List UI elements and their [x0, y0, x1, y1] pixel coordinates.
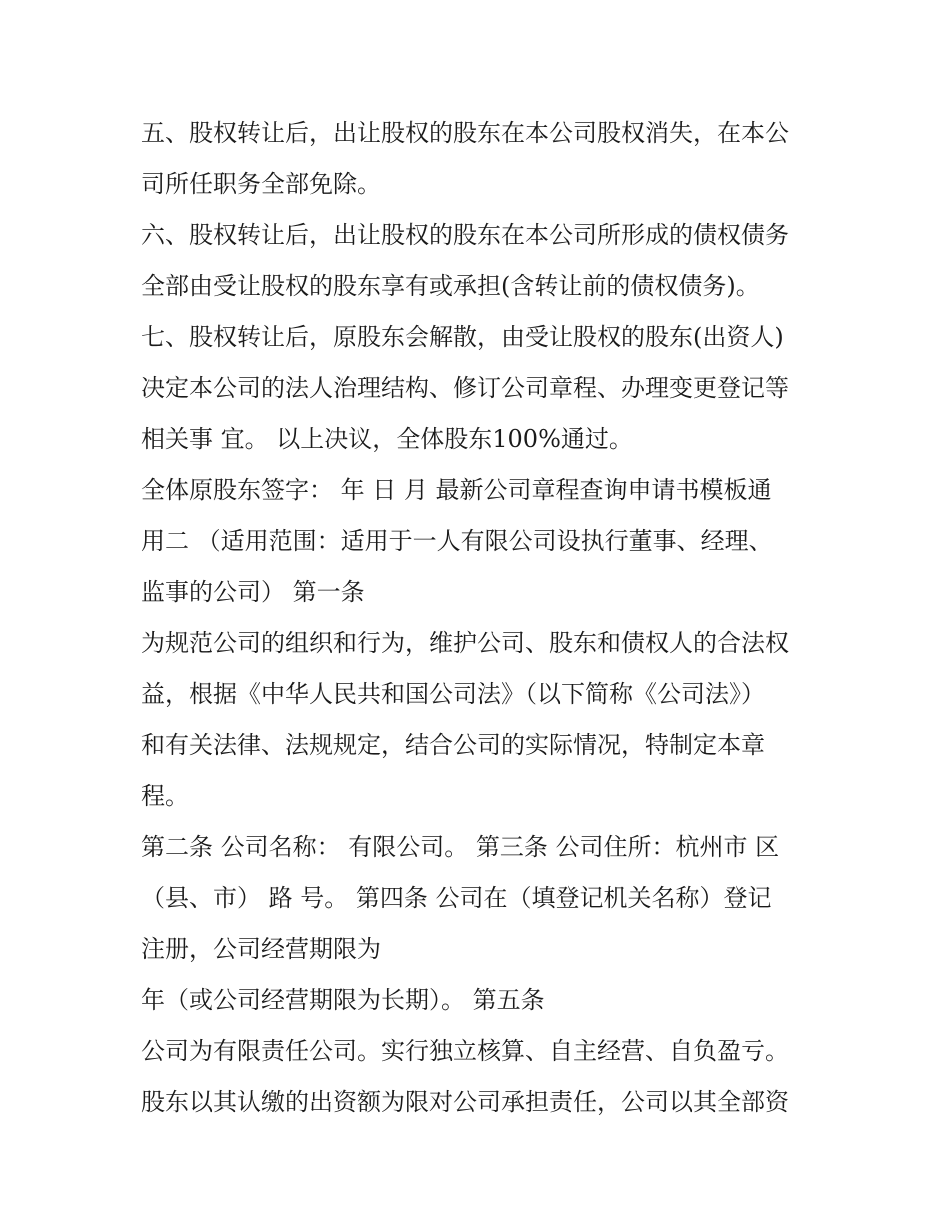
text-line: 年（或公司经营期限为长期）。 第五条 [141, 986, 545, 1014]
text-line: （县、市） 路 号。 第四条 公司在（填登记机关名称）登记 [141, 884, 772, 912]
text-line: 六、股权转让后，出让股权的股东在本公司所形成的债权债务 [141, 221, 789, 249]
text-line: 用二 （适用范围：适用于一人有限公司设执行董事、经理、 [141, 527, 773, 555]
text-line: 第二条 公司名称： 有限公司。 第三条 公司住所：杭州市 区 [141, 833, 780, 861]
text-line: 益，根据《中华人民共和国公司法》（以下简称《公司法》） [141, 680, 765, 708]
text-line: 决定本公司的法人治理结构、修订公司章程、办理变更登记等 [141, 374, 789, 402]
text-line: 和有关法律、法规规定，结合公司的实际情况，特制定本章 [141, 731, 765, 759]
text-line: 相关事 宜。 以上决议，全体股东100%通过。 [141, 425, 633, 453]
text-line: 监事的公司） 第一条 [141, 578, 365, 606]
text-line: 注册，公司经营期限为 [141, 935, 381, 963]
text-line: 公司为有限责任公司。实行独立核算、自主经营、自负盈亏。 [141, 1037, 789, 1065]
text-line: 司所任职务全部免除。 [141, 170, 381, 198]
text-line: 五、股权转让后，出让股权的股东在本公司股权消失，在本公 [141, 119, 789, 147]
text-line: 为规范公司的组织和行为，维护公司、股东和债权人的合法权 [141, 629, 789, 657]
text-line: 股东以其认缴的出资额为限对公司承担责任，公司以其全部资 [141, 1088, 789, 1116]
text-line: 程。 [141, 782, 189, 810]
document-body [141, 108, 821, 1128]
text-line: 全体原股东签字： 年 日 月 最新公司章程查询申请书模板通 [141, 476, 772, 504]
text-line: 全部由受让股权的股东享有或承担(含转让前的债权债务)。 [141, 272, 760, 300]
text-line: 七、股权转让后，原股东会解散，由受让股权的股东(出资人) [141, 323, 784, 351]
